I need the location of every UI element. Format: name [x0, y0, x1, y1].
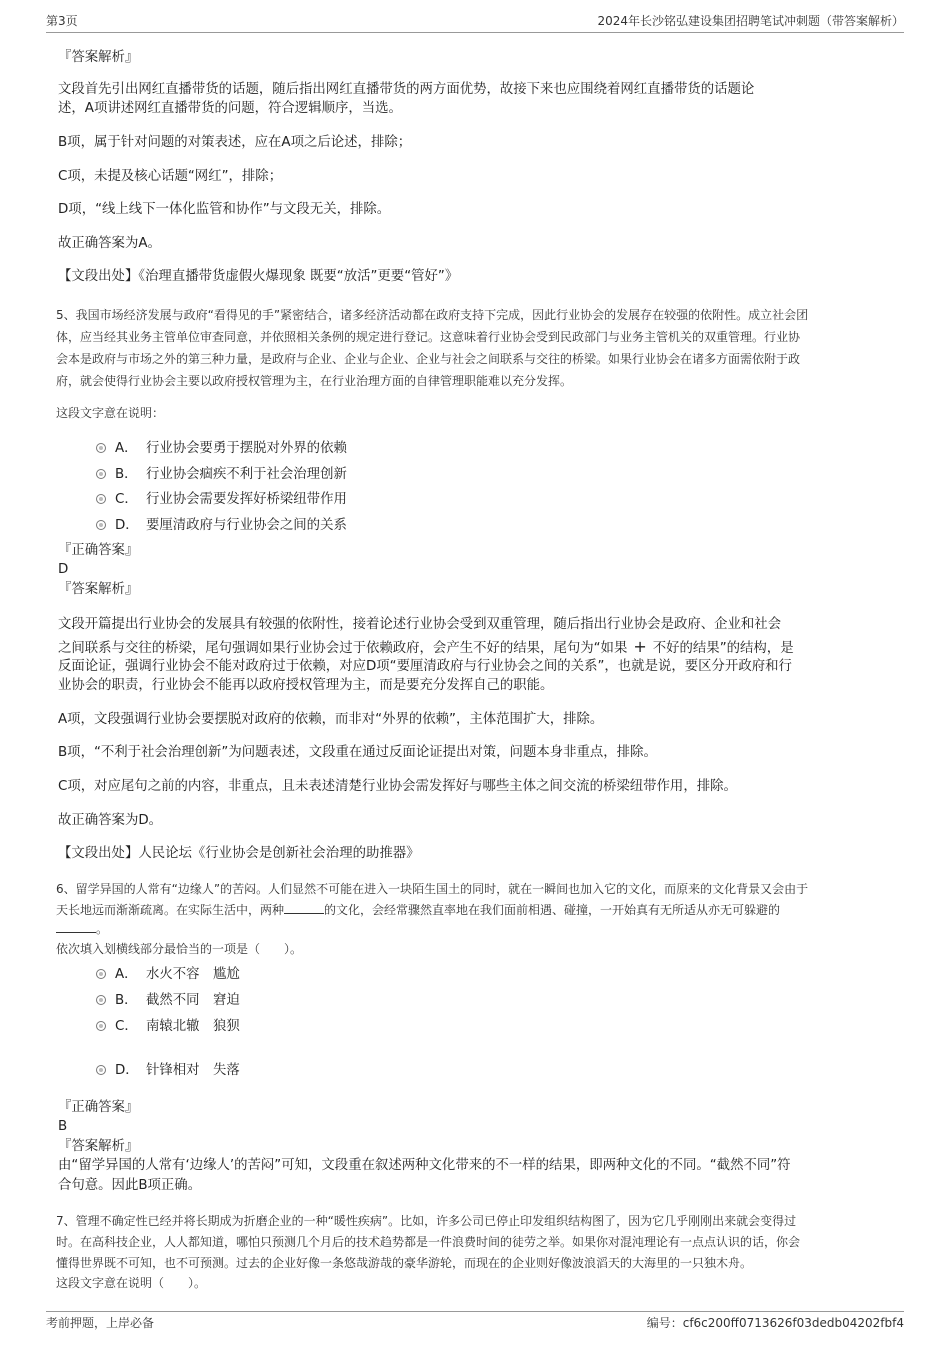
option-text: 针锋相对 失落: [146, 1063, 240, 1078]
plus-sign: +: [633, 637, 647, 656]
option-letter: D．: [115, 1063, 139, 1078]
q4-option-d-analysis: D项，“线上线下一体化监管和协作”与文段无关，排除。: [58, 202, 391, 217]
q5-stem-line: 府，就会使得行业协会主要以政府授权管理为主，在行业治理方面的自律管理职能难以充分发挥。: [56, 374, 573, 388]
q4-option-b-analysis: B项，属于针对问题的对策表述，应在A项之后论述，排除；: [58, 135, 412, 150]
option-text: 行业协会要勇于摆脱对外界的依赖: [146, 441, 347, 456]
header-divider: [46, 32, 904, 33]
page-number: 第3页: [46, 14, 78, 28]
radio-icon[interactable]: [96, 443, 106, 453]
footer-slogan: 考前押题，上岸必备: [46, 1316, 155, 1330]
radio-icon[interactable]: [96, 469, 106, 479]
q5-option-a-analysis: A项，文段强调行业协会要摆脱对政府的依赖，而非对“外界的依赖”，主体范围扩大，排除。: [58, 712, 604, 727]
q7-stem-line: 懂得世界既不可知，也不可预测。过去的企业好像一条悠哉游哉的豪华游轮，而现在的企业则好像波浪滔天的大海里的一只独木舟。: [56, 1256, 753, 1270]
radio-icon[interactable]: [96, 494, 106, 504]
q5-analysis-label: 『答案解析』: [58, 582, 139, 597]
option-letter: B．: [115, 993, 138, 1008]
q6-stem-line: 天长地远而渐渐疏离。在实际生活中，两种 的文化，会经常骤然直率地在我们面前相遇、碰撞，一开始真有无所适从亦无可躲避的: [56, 903, 781, 917]
q5-option-c-analysis: C项，对应尾句之前的内容，非重点，且未表述清楚行业协会需发挥好与哪些主体之间交流的桥梁纽带作用，排除。: [58, 779, 737, 794]
q5-answer: 故正确答案为D。: [58, 813, 163, 828]
option-text: 截然不同 窘迫: [146, 993, 240, 1008]
q5-prompt: 这段文字意在说明：: [56, 406, 165, 420]
q7-stem-line: 7、管理不确定性已经并将长期成为折磨企业的一种“暖性疾病”。比如，许多公司已停止印发组织结构图了，因为它几乎刚刚出来就会变得过: [56, 1214, 797, 1228]
option-text: 行业协会需要发挥好桥梁纽带作用: [146, 492, 347, 507]
radio-icon[interactable]: [96, 969, 106, 979]
q5-analysis-line: 反面论证，强调行业协会不能对政府过于依赖，对应D项“要厘清政府与行业协会之间的关系”，也就是说，要区分开政府和行: [58, 659, 792, 674]
q5-analysis-line: 业协会的职责，行业协会不能再以政府授权管理为主，而是要充分发挥自己的职能。: [58, 678, 554, 693]
page-header: [46, 12, 904, 32]
radio-icon[interactable]: [96, 520, 106, 530]
q4-analysis-line: 述，A项讲述网红直播带货的问题，符合逻辑顺序，当选。: [58, 101, 402, 116]
q7-prompt: 这段文字意在说明（ ）。: [56, 1276, 207, 1290]
q5-option-b-analysis: B项，“不利于社会治理创新”为问题表述，文段重在通过反面论证提出对策，问题本身非重点，排除。: [58, 745, 657, 760]
radio-icon[interactable]: [96, 995, 106, 1005]
q5-correct-answer: D: [58, 562, 69, 577]
q5-analysis-line: 文段开篇提出行业协会的发展具有较强的依附性，接着论述行业协会受到双重管理，随后指出行业协会是政府、企业和社会: [58, 617, 782, 632]
q5-stem-line: 体，应当经其业务主管单位审查同意，并依照相关条例的规定进行登记。这意味着行业协会受到民政部门与业务主管机关的双重管理。行业协: [56, 330, 801, 344]
q6-stem-line: 6、留学异国的人常有“边缘人”的苦闷。人们显然不可能在进入一块陌生国土的同时，就在一瞬间也加入它的文化，而原来的文化背景又会由于: [56, 882, 809, 896]
radio-icon[interactable]: [96, 1065, 106, 1075]
q6-prompt: 依次填入划横线部分最恰当的一项是（ ）。: [56, 942, 303, 956]
option-letter: B．: [115, 467, 138, 482]
q5-stem-line: 会本是政府与市场之外的第三种力量，是政府与企业、企业与企业、企业与社会之间联系与交往的桥梁。如果行业协会在诸多方面需依附于政: [56, 352, 801, 366]
q7-stem-line: 时。在高科技企业，人人都知道，哪怕只预测几个月后的技术趋势都是一件浪费时间的徒劳之举。如果你对混沌理论有一点点认识的话，你会: [56, 1235, 801, 1249]
option-text: 要厘清政府与行业协会之间的关系: [146, 518, 347, 533]
q4-analysis-label: 『答案解析』: [58, 50, 139, 65]
option-letter: A．: [115, 441, 138, 456]
radio-icon[interactable]: [96, 1021, 106, 1031]
document-title: 2024年长沙铭弘建设集团招聘笔试冲刺题（带答案解析）: [597, 14, 904, 28]
q4-answer: 故正确答案为A。: [58, 236, 161, 251]
q5-stem-line: 5、我国市场经济发展与政府“看得见的手”紧密结合，诸多经济活动都在政府支持下完成，因此行业协会的发展存在较强的依附性。成立社会团: [56, 308, 809, 322]
option-letter: C．: [115, 492, 138, 507]
footer-divider: [46, 1311, 904, 1312]
option-text: 南辕北辙 狼狈: [146, 1019, 240, 1034]
q6-stem-line: 。: [56, 918, 108, 940]
option-text: 行业协会痼疾不利于社会治理创新: [146, 467, 347, 482]
q6-analysis-line: 由“留学异国的人常有‘边缘人’的苦闷”可知，文段重在叙述两种文化带来的不一样的结果，即两种文化的不同。“截然不同”符: [58, 1158, 791, 1173]
q6-analysis-label: 『答案解析』: [58, 1139, 139, 1154]
q5-analysis-line: 之间联系与交往的桥梁，尾句强调如果行业协会过于依赖政府，会产生不好的结果，尾句为“如果 + 不好的结果”的结构，是: [58, 637, 794, 656]
q4-source: 【文段出处】《治理直播带货虚假火爆现象 既要“放活”更要“管好”》: [58, 269, 459, 284]
q6-analysis-line: 合句意。因此B项正确。: [58, 1178, 202, 1193]
q6-correct-label: 『正确答案』: [58, 1100, 139, 1115]
q5-correct-label: 『正确答案』: [58, 543, 139, 558]
q5-source: 【文段出处】人民论坛《行业协会是创新社会治理的助推器》: [58, 846, 420, 861]
option-text: 水火不容 尴尬: [146, 967, 240, 982]
fill-blank: [284, 901, 324, 914]
q4-option-c-analysis: C项，未提及核心话题“网红”，排除；: [58, 169, 283, 184]
option-letter: D．: [115, 518, 139, 533]
document-code: 编号：cf6c200ff0713626f03dedb04202fbf4: [646, 1316, 904, 1330]
option-letter: A．: [115, 967, 138, 982]
q4-analysis-line: 文段首先引出网红直播带货的话题，随后指出网红直播带货的两方面优势，故接下来也应围绕着网红直播带货的话题论: [58, 82, 755, 97]
option-letter: C．: [115, 1019, 138, 1034]
fill-blank: [56, 920, 96, 933]
q6-correct-answer: B: [58, 1119, 68, 1134]
